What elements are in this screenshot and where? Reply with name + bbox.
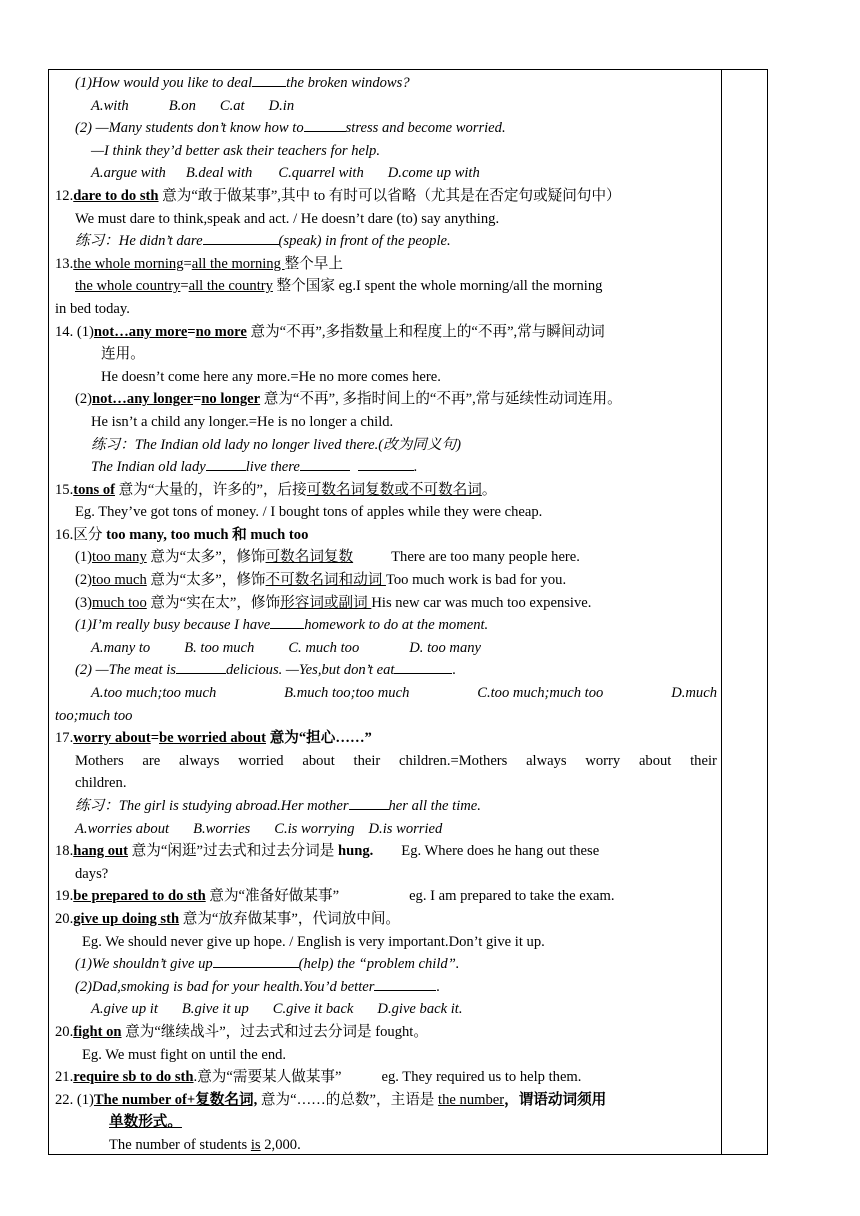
exercise-question: (2)Dad,smoking is bad for your health.You’d better . [55,976,717,999]
answer-blank [394,659,452,674]
example-sentence: children. [75,775,127,792]
example-sentence: Eg. They’ve got tons of money. / I bought tons of apples while they were cheap. [75,504,543,521]
item-heading: 19.be prepared to do sth 意为“准备好做某事” eg. I am prepared to take the exam. [55,888,615,905]
practice-exercise: 练习：The girl is studying abroad.Her mother her all the time. [55,795,717,818]
item-heading: 14. (1)not…any more=no more 意为“不再”,多指数量上和程度上的“不再”,常与瞬间动词 [55,323,605,340]
exercise-question: (1)We shouldn’t give up (help) the “problem child”. [55,953,717,976]
example-sentence: Mothers are always worried about their children.=Mothers always worry about their [75,752,717,769]
answer-blank [203,230,279,245]
example-sentence: Eg. We must fight on until the end. [82,1046,287,1063]
exercise-options: A.many to B. too much C. much too D. too many [91,639,482,656]
item-heading: 15.tons of 意为“大量的，许多的”，后接可数名词复数或不可数名词。 [55,481,497,498]
item-heading: (2)not…any longer=no longer 意为“不再”, 多指时间上的“不再”,常与延续性动词连用。 [75,391,622,408]
item-heading: 20.give up doing sth 意为“放弃做某事”，代词放中间。 [55,910,401,927]
example-sentence: He doesn’t come here any more.=He no more comes here. [101,368,441,385]
answer-blank [349,795,389,810]
answer-blank [374,976,436,991]
exercise-question: (1)How would you like to deal the broken windows? [55,72,717,95]
exercise-question: (2) —The meat is delicious. —Yes,but don’t eat . [55,659,717,682]
practice-exercise: 练习：The Indian old lady no longer lived there.(改为同义句) [91,436,461,453]
item-subpoint: (3)much too 意为“实在太”，修饰形容词或副词 His new car was much too expensive. [75,594,592,611]
answer-blank [358,456,414,471]
answer-blank [300,456,350,471]
item-heading: 20.fight on 意为“继续战斗”，过去式和过去分词是 fought。 [55,1023,428,1040]
item-heading: 12.dare to do sth 意为“敢于做某事”,其中 to 有时可以省略（尤其是在否定句或疑问句中） [55,187,621,204]
item-heading: 17.worry about=be worried about 意为“担心……” [55,730,372,747]
example-sentence: He isn’t a child any longer.=He is no longer a child. [91,413,394,430]
item-heading: 21.require sb to do sth.意为“需要某人做某事” eg. They required us to help them. [55,1069,582,1086]
item-heading: 18.hang out 意为“闲逛”过去式和过去分词是 hung. Eg. Where does he hang out these [55,843,600,860]
lesson-content [55,72,717,1157]
example-sentence: Eg. We should never give up hope. / English is very important.Don’t give it up. [82,933,545,950]
exercise-question: (2) —Many students don’t know how to stress and become worried. [55,117,717,140]
item-continuation: 单数形式。 [109,1114,182,1131]
item-heading: 16.区分 too many, too much 和 much too [55,526,309,543]
item-subpoint: (2)too much 意为“太多”，修饰不可数名词和动词 Too much work is bad for you. [75,572,567,589]
practice-exercise: 练习：He didn’t dare (speak) in front of the people. [55,230,717,253]
exercise-options: A.with B.on C.at D.in [91,97,295,114]
item-subheading: the whole country=all the country 整个国家 eg.I spent the whole morning/all the morning [75,278,603,295]
notes-column-divider [721,69,722,1155]
example-sentence: We must dare to think,speak and act. / He doesn’t dare (to) say anything. [75,210,500,227]
answer-blank [252,72,286,87]
exercise-options-continued: too;much too [55,707,133,724]
answer-blank [304,117,346,132]
item-subpoint: (1)too many 意为“太多”，修饰可数名词复数 There are too many people here. [75,549,580,566]
item-continuation: 连用。 [101,346,145,363]
item-heading: 22. (1)The number of+复数名词, 意为“……的总数”，主语是 the number，谓语动词须用 [55,1091,607,1108]
exercise-question: (1)I’m really busy because I have homework to do at the moment. [55,614,717,637]
exercise-dialogue: —I think they’d better ask their teachers for help. [91,142,380,159]
exercise-options: A.worries about B.worries C.is worrying D.is worried [75,820,443,837]
example-sentence: The number of students is 2,000. [109,1136,301,1153]
practice-answer-line: The Indian old lady live there . [55,456,717,479]
example-sentence: in bed today. [55,300,130,317]
exercise-options: A.give up it B.give it up C.give it back D.give back it. [91,1001,463,1018]
example-sentence: days? [75,865,109,882]
exercise-options: A.argue with B.deal with C.quarrel with D.come up with [91,165,480,182]
answer-blank [213,953,299,968]
answer-blank [176,659,226,674]
answer-blank [206,456,246,471]
answer-blank [270,614,304,629]
item-heading: 13.the whole morning=all the morning 整个早上 [55,255,343,272]
exercise-options: A.too much;too much B.much too;too much C.too much;much too D.much [91,685,717,702]
